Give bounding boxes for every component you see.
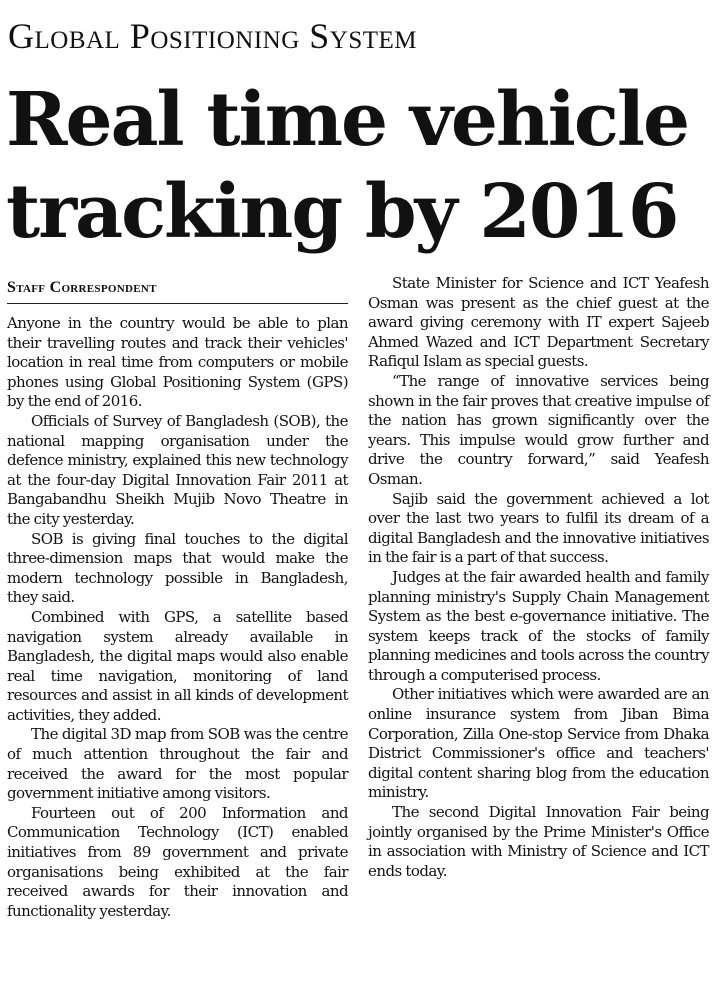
article-column-right [368,274,709,881]
paragraph: Fourteen out of 200 Information and Communication Technology (ICT) enabled initiatives from 89 government and private organisations being exhibited at the fair received awards for their innovation and functionality yesterday. [7,803,348,920]
paragraph: State Minister for Science and ICT Yeafesh Osman was present as the chief guest at the award giving ceremony with IT expert Sajeeb Ahmed Wazed and ICT Department Secretary Rafiqul Islam as special guests. [368,274,709,371]
section-kicker: Global Positioning System [8,16,418,56]
paragraph: Combined with GPS, a satellite based navigation system already available in Bangladesh, the digital maps would also enable real time navigation, monitoring of land resources and assist in all kinds of development activities, they added. [7,607,348,724]
paragraph: SOB is giving final touches to the digital three-dimension maps that would make the modern technology possible in Bangladesh, they said. [7,529,348,607]
article-column-left [7,278,348,921]
paragraph: Anyone in the country would be able to plan their travelling routes and track their vehicles' location in real time from computers or mobile phones using Global Positioning System (GPS) by the end of 2016. [7,314,348,411]
headline: Real time vehicle tracking by 2016 [6,77,689,255]
paragraph: The second Digital Innovation Fair being jointly organised by the Prime Minister's Office in association with Ministry of Science and ICT ends today. [368,803,709,880]
paragraph: The digital 3D map from SOB was the centre of much attention throughout the fair and received the award for the most popular government initiative among visitors. [7,725,348,803]
paragraph: Other initiatives which were awarded are an online insurance system from Jiban Bima Corporation, Zilla One-stop Service from Dhaka District Commissioner's office and teachers' digital content sharing blog from the education ministry. [368,685,709,802]
paragraph: Sajib said the government achieved a lot over the last two years to fulfil its dream of a digital Bangladesh and the innovative initiatives in the fair is a part of that success. [368,489,709,567]
byline: Staff Correspondent [7,278,348,304]
paragraph: “The range of innovative services being shown in the fair proves that creative impulse of the nation has grown significantly over the years. This impulse would grow further and drive the country forward,” said Yeafesh Osman. [368,371,709,488]
paragraph: Judges at the fair awarded health and family planning ministry's Supply Chain Management System as the best e-governance initiative. The system keeps track of the stocks of family planning medicines and tools across the country through a computerised process. [368,567,709,684]
paragraph: Officials of Survey of Bangladesh (SOB), the national mapping organisation under the defence ministry, explained this new technology at the four-day Digital Innovation Fair 2011 at Bangabandhu Sheikh Mujib Novo Theatre in the city yesterday. [7,411,348,528]
